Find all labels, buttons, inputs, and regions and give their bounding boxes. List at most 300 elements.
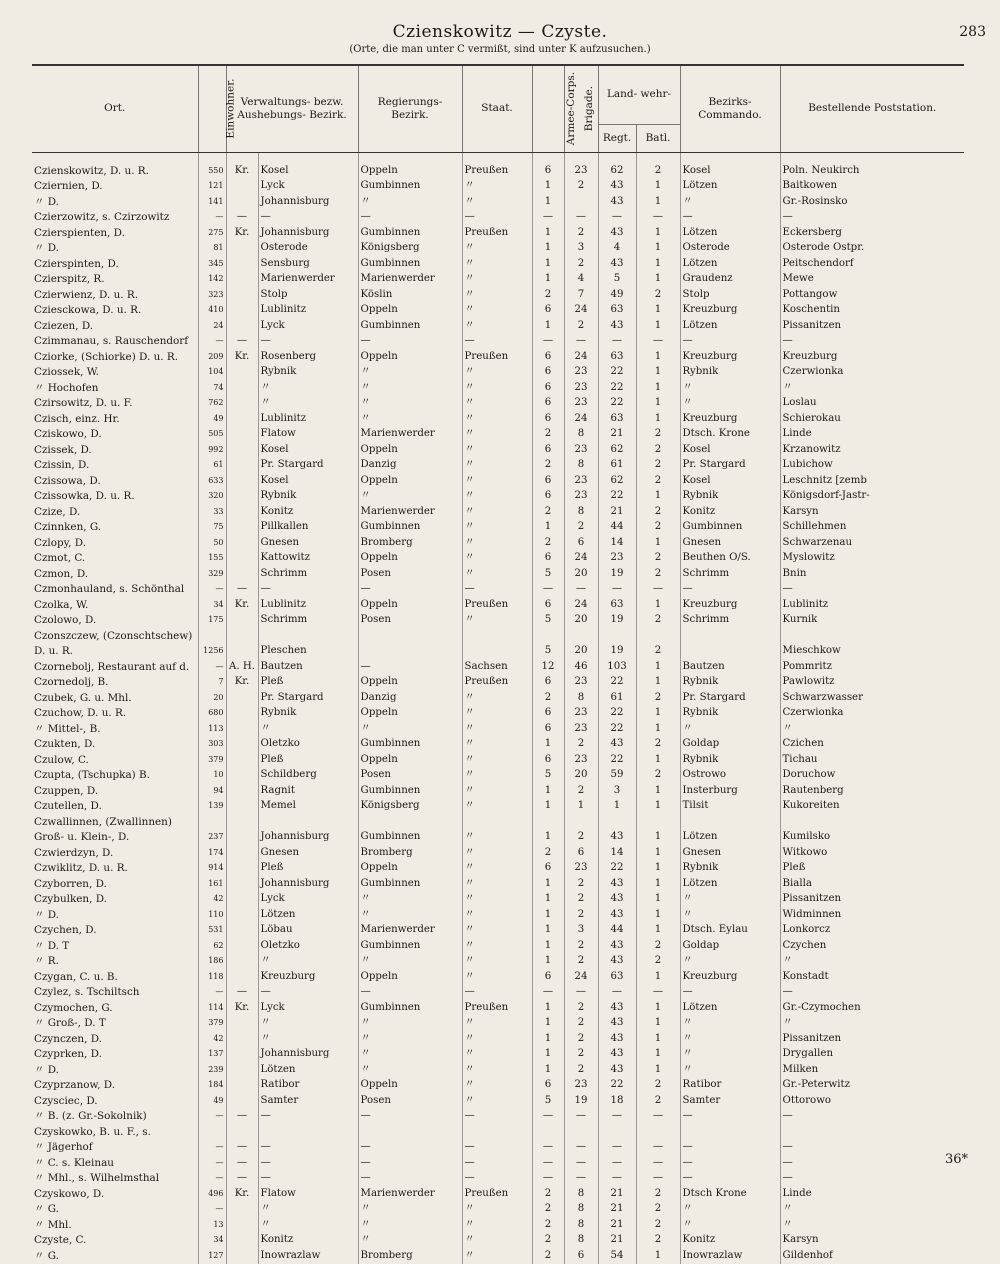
cell-regt: —: [598, 210, 636, 226]
cell-regierung: Königsberg: [358, 799, 462, 815]
cell-brigade: 2: [564, 256, 598, 272]
cell-einwohner: 550: [198, 153, 226, 179]
cell-bezirks-commando: Tilsit: [680, 799, 780, 815]
cell-einwohner: —: [198, 582, 226, 598]
cell-ort: Czuppen, D.: [34, 784, 99, 797]
cell-brigade: 2: [564, 1062, 598, 1078]
cell-bezirks-commando: Rybnik: [680, 861, 780, 877]
cell-bezirks-commando: Pr. Stargard: [680, 690, 780, 706]
cell-armee-corps: 2: [532, 1202, 564, 1218]
cell-regierung: Gumbinnen: [358, 256, 462, 272]
cell-batl: —: [636, 334, 680, 350]
cell-regt: 61: [598, 690, 636, 706]
cell-einwohner: 633: [198, 473, 226, 489]
table-row: [32, 520, 964, 536]
cell-regierung: Oppeln: [358, 303, 462, 319]
cell-regt: 19: [598, 566, 636, 582]
cell-kr: [226, 365, 258, 381]
cell-ort: Czybulken, D.: [34, 893, 107, 906]
cell-armee-corps: 6: [532, 752, 564, 768]
table-row: [32, 1217, 964, 1233]
cell-verwaltung: Gnesen: [258, 535, 358, 551]
cell-ort: 〃 Hochofen: [34, 381, 99, 394]
cell-batl: 2: [636, 442, 680, 458]
cell-batl: 1: [636, 1047, 680, 1063]
cell-kr: [226, 1248, 258, 1264]
cell-kr: [226, 1062, 258, 1078]
cell-poststation: Milken: [780, 1062, 964, 1078]
cell-staat: 〃: [462, 241, 532, 257]
cell-ort: Czwierdzyn, D.: [34, 846, 114, 859]
cell-regierung: Oppeln: [358, 442, 462, 458]
cell-armee-corps: 1: [532, 938, 564, 954]
cell-staat: 〃: [462, 907, 532, 923]
cell-kr: [226, 923, 258, 939]
cell-einwohner: 323: [198, 287, 226, 303]
cell-kr: [226, 1047, 258, 1063]
table-row: [32, 1109, 964, 1125]
cell-verwaltung: Flatow: [258, 427, 358, 443]
cell-armee-corps: 1: [532, 737, 564, 753]
table-row: [32, 210, 964, 226]
cell-poststation: Drygallen: [780, 1047, 964, 1063]
cell-ort: Czize, D.: [34, 505, 81, 518]
cell-batl: 2: [636, 938, 680, 954]
cell-regierung: Posen: [358, 768, 462, 784]
cell-armee-corps: 6: [532, 1078, 564, 1094]
cell-bezirks-commando: 〃: [680, 721, 780, 737]
cell-kr: A. H.: [226, 659, 258, 675]
cell-einwohner: 174: [198, 845, 226, 861]
cell-poststation: Kreuzburg: [780, 349, 964, 365]
cell-kr: [226, 241, 258, 257]
table-row: [32, 737, 964, 753]
cell-verwaltung: Kosel: [258, 153, 358, 179]
table-row: [32, 411, 964, 427]
cell-staat: 〃: [462, 318, 532, 334]
cell-poststation: Gr.-Peterwitz: [780, 1078, 964, 1094]
cell-verwaltung: Pillkallen: [258, 520, 358, 536]
cell-einwohner: 94: [198, 783, 226, 799]
cell-brigade: 23: [564, 675, 598, 691]
page-number: 283: [959, 24, 986, 40]
cell-staat: 〃: [462, 737, 532, 753]
cell-ort: Czisch, einz. Hr.: [34, 412, 120, 425]
cell-kr: [226, 644, 258, 660]
page-title: Czienskowitz — Czyste.: [392, 22, 608, 42]
cell-staat: 〃: [462, 256, 532, 272]
cell-verwaltung: Pleschen: [258, 644, 358, 660]
cell-bezirks-commando: Beuthen O/S.: [680, 551, 780, 567]
cell-armee-corps: 2: [532, 427, 564, 443]
cell-kr: [226, 318, 258, 334]
cell-regt: 49: [598, 287, 636, 303]
cell-bezirks-commando: Osterode: [680, 241, 780, 257]
cell-staat: 〃: [462, 876, 532, 892]
cell-einwohner: —: [198, 985, 226, 1001]
cell-staat: 〃: [462, 1047, 532, 1063]
cell-regierung: Oppeln: [358, 706, 462, 722]
cell-brigade: 3: [564, 241, 598, 257]
cell-staat: 〃: [462, 892, 532, 908]
table-row: [32, 1248, 964, 1264]
table-row: [32, 241, 964, 257]
cell-kr: [226, 830, 258, 846]
cell-bezirks-commando: Kosel: [680, 153, 780, 179]
cell-einwohner: 139: [198, 799, 226, 815]
cell-einwohner: 992: [198, 442, 226, 458]
cell-verwaltung: Lublinitz: [258, 303, 358, 319]
cell-armee-corps: 1: [532, 1000, 564, 1016]
col-poststation: Bestellende Poststation.: [780, 65, 964, 153]
cell-regt: 54: [598, 1248, 636, 1264]
cell-brigade: 8: [564, 1202, 598, 1218]
page-subtitle: (Orte, die man unter C vermißt, sind unter K aufzusuchen.): [349, 44, 651, 55]
cell-staat: 〃: [462, 830, 532, 846]
cell-regierung: Oppeln: [358, 349, 462, 365]
cell-kr: [226, 737, 258, 753]
cell-kr: [226, 473, 258, 489]
cell-verwaltung: Schildberg: [258, 768, 358, 784]
cell-verwaltung: —: [258, 582, 358, 598]
cell-regt: 43: [598, 1047, 636, 1063]
cell-poststation: 〃: [780, 1202, 964, 1218]
cell-einwohner: 20: [198, 690, 226, 706]
cell-kr: [226, 845, 258, 861]
cell-batl: —: [636, 1171, 680, 1187]
cell-batl: [636, 628, 680, 644]
cell-poststation: Karsyn: [780, 504, 964, 520]
cell-staat: [462, 644, 532, 660]
cell-regt: 5: [598, 272, 636, 288]
cell-brigade: 23: [564, 752, 598, 768]
cell-einwohner: 49: [198, 411, 226, 427]
cell-kr: [226, 752, 258, 768]
cell-ort: Czwallinnen, (Zwallinnen): [34, 815, 172, 828]
cell-regierung: Danzig: [358, 458, 462, 474]
cell-armee-corps: 1: [532, 179, 564, 195]
cell-ort: 〃 Jägerhof: [34, 1141, 93, 1154]
cell-poststation: Pottangow: [780, 287, 964, 303]
cell-ort: Czyprken, D.: [34, 1048, 102, 1061]
cell-staat: 〃: [462, 613, 532, 629]
cell-armee-corps: 5: [532, 613, 564, 629]
cell-ort: Cziernien, D.: [34, 180, 103, 193]
table-row: [32, 768, 964, 784]
cell-regierung: Oppeln: [358, 597, 462, 613]
cell-regierung: Köslin: [358, 287, 462, 303]
cell-armee-corps: 1: [532, 225, 564, 241]
cell-regt: [598, 628, 636, 644]
cell-ort: 〃 Mittel-, B.: [34, 722, 101, 735]
cell-poststation: Pissanitzen: [780, 892, 964, 908]
cell-bezirks-commando: Ratibor: [680, 1078, 780, 1094]
cell-bezirks-commando: —: [680, 334, 780, 350]
cell-bezirks-commando: 〃: [680, 907, 780, 923]
cell-batl: —: [636, 1109, 680, 1125]
cell-armee-corps: 1: [532, 783, 564, 799]
cell-verwaltung: Johannisburg: [258, 225, 358, 241]
cell-ort: Czirsowitz, D. u. F.: [34, 397, 133, 410]
cell-verwaltung: Rybnik: [258, 489, 358, 505]
cell-staat: 〃: [462, 768, 532, 784]
cell-ort: 〃 C. s. Kleinau: [34, 1156, 114, 1169]
cell-staat: 〃: [462, 489, 532, 505]
cell-brigade: 8: [564, 458, 598, 474]
cell-kr: [226, 861, 258, 877]
cell-bezirks-commando: Schrimm: [680, 613, 780, 629]
cell-batl: —: [636, 1140, 680, 1156]
cell-brigade: 24: [564, 303, 598, 319]
cell-regt: 22: [598, 396, 636, 412]
cell-einwohner: 121: [198, 179, 226, 195]
table-row: [32, 613, 964, 629]
cell-regt: —: [598, 582, 636, 598]
cell-regt: 43: [598, 938, 636, 954]
col-brigade: Brigade.: [564, 65, 598, 153]
cell-verwaltung: 〃: [258, 1217, 358, 1233]
cell-bezirks-commando: —: [680, 582, 780, 598]
cell-armee-corps: 2: [532, 1217, 564, 1233]
cell-einwohner: 34: [198, 597, 226, 613]
cell-kr: [226, 628, 258, 644]
cell-regt: 23: [598, 551, 636, 567]
cell-einwohner: 239: [198, 1062, 226, 1078]
cell-staat: —: [462, 1171, 532, 1187]
table-row: [32, 597, 964, 613]
cell-einwohner: 505: [198, 427, 226, 443]
cell-ort: Czierzowitz, s. Czirzowitz: [34, 211, 170, 224]
cell-staat: 〃: [462, 1078, 532, 1094]
cell-staat: 〃: [462, 1217, 532, 1233]
cell-einwohner: 10: [198, 768, 226, 784]
table-row: [32, 194, 964, 210]
cell-bezirks-commando: [680, 814, 780, 830]
cell-kr: [226, 1202, 258, 1218]
cell-einwohner: 1256: [198, 644, 226, 660]
cell-batl: 1: [636, 892, 680, 908]
table-row: [32, 179, 964, 195]
cell-regt: 43: [598, 892, 636, 908]
cell-bezirks-commando: Gumbinnen: [680, 520, 780, 536]
cell-kr: [226, 427, 258, 443]
cell-brigade: 23: [564, 706, 598, 722]
cell-regierung: 〃: [358, 396, 462, 412]
cell-bezirks-commando: [680, 628, 780, 644]
cell-kr: Kr.: [226, 1186, 258, 1202]
cell-poststation: Gr.-Czymochen: [780, 1000, 964, 1016]
cell-ort: 〃 D. T: [34, 939, 70, 952]
cell-staat: 〃: [462, 520, 532, 536]
cell-verwaltung: 〃: [258, 380, 358, 396]
cell-poststation: Kumilsko: [780, 830, 964, 846]
cell-poststation: Czerwionka: [780, 706, 964, 722]
cell-armee-corps: 6: [532, 597, 564, 613]
cell-batl: 2: [636, 287, 680, 303]
cell-einwohner: 303: [198, 737, 226, 753]
cell-regierung: 〃: [358, 194, 462, 210]
cell-regt: 21: [598, 1202, 636, 1218]
cell-staat: 〃: [462, 1202, 532, 1218]
cell-verwaltung: [258, 1124, 358, 1140]
cell-batl: 2: [636, 737, 680, 753]
cell-einwohner: —: [198, 210, 226, 226]
cell-regt: 43: [598, 954, 636, 970]
col-landwehr: Land- wehr- Regt. Batl.: [598, 65, 680, 153]
cell-bezirks-commando: Rybnik: [680, 706, 780, 722]
cell-verwaltung: 〃: [258, 954, 358, 970]
cell-einwohner: 209: [198, 349, 226, 365]
cell-verwaltung: Marienwerder: [258, 272, 358, 288]
cell-brigade: 20: [564, 566, 598, 582]
cell-poststation: Witkowo: [780, 845, 964, 861]
cell-regt: —: [598, 1171, 636, 1187]
col-staat: Staat.: [462, 65, 532, 153]
cell-regierung: 〃: [358, 380, 462, 396]
cell-batl: 1: [636, 489, 680, 505]
cell-batl: —: [636, 1155, 680, 1171]
cell-verwaltung: 〃: [258, 721, 358, 737]
cell-regt: 63: [598, 349, 636, 365]
cell-brigade: 2: [564, 318, 598, 334]
cell-einwohner: 329: [198, 566, 226, 582]
cell-brigade: 6: [564, 1248, 598, 1264]
cell-armee-corps: 12: [532, 659, 564, 675]
cell-bezirks-commando: Dtsch Krone: [680, 1186, 780, 1202]
cell-poststation: Lubichow: [780, 458, 964, 474]
cell-einwohner: [198, 814, 226, 830]
cell-regt: 43: [598, 225, 636, 241]
cell-ort: Czierspitz, R.: [34, 273, 105, 286]
cell-bezirks-commando: —: [680, 210, 780, 226]
cell-regierung: —: [358, 582, 462, 598]
table-row: [32, 1124, 964, 1140]
cell-brigade: —: [564, 334, 598, 350]
cell-regierung: Gumbinnen: [358, 938, 462, 954]
cell-poststation: Schierokau: [780, 411, 964, 427]
cell-regierung: —: [358, 1171, 462, 1187]
cell-brigade: [564, 814, 598, 830]
cell-ort: 〃 D.: [34, 195, 59, 208]
cell-armee-corps: 6: [532, 861, 564, 877]
cell-ort: Czylez, s. Tschiltsch: [34, 986, 140, 999]
cell-ort: Czyskowko, B. u. F., s.: [34, 1125, 151, 1138]
cell-regierung: [358, 1124, 462, 1140]
cell-batl: [636, 1124, 680, 1140]
cell-bezirks-commando: 〃: [680, 1217, 780, 1233]
cell-einwohner: 275: [198, 225, 226, 241]
table-row: [32, 1062, 964, 1078]
cell-einwohner: 137: [198, 1047, 226, 1063]
cell-verwaltung: Johannisburg: [258, 194, 358, 210]
cell-ort: Groß- u. Klein-, D.: [34, 831, 130, 844]
cell-regt: 43: [598, 1031, 636, 1047]
cell-kr: [226, 969, 258, 985]
cell-staat: [462, 1124, 532, 1140]
table-row: [32, 272, 964, 288]
table-row: [32, 954, 964, 970]
cell-brigade: 23: [564, 153, 598, 179]
cell-staat: Preußen: [462, 597, 532, 613]
cell-staat: 〃: [462, 179, 532, 195]
cell-kr: [226, 876, 258, 892]
cell-einwohner: —: [198, 1109, 226, 1125]
table-row: [32, 628, 964, 644]
cell-armee-corps: —: [532, 210, 564, 226]
cell-regt: 63: [598, 969, 636, 985]
table-row: [32, 799, 964, 815]
cell-regierung: 〃: [358, 1233, 462, 1249]
cell-kr: [226, 411, 258, 427]
cell-verwaltung: [258, 628, 358, 644]
cell-staat: —: [462, 582, 532, 598]
cell-verwaltung: Lötzen: [258, 1062, 358, 1078]
cell-einwohner: 175: [198, 613, 226, 629]
table-row: [32, 721, 964, 737]
cell-batl: 2: [636, 551, 680, 567]
cell-batl: 1: [636, 597, 680, 613]
cell-kr: [226, 1031, 258, 1047]
cell-ort: 〃 D.: [34, 1063, 59, 1076]
cell-staat: 〃: [462, 938, 532, 954]
cell-brigade: 23: [564, 1078, 598, 1094]
cell-armee-corps: [532, 814, 564, 830]
cell-kr: —: [226, 582, 258, 598]
cell-staat: [462, 628, 532, 644]
cell-poststation: Koschentin: [780, 303, 964, 319]
cell-staat: 〃: [462, 799, 532, 815]
cell-staat: 〃: [462, 752, 532, 768]
cell-batl: 1: [636, 969, 680, 985]
cell-verwaltung: Flatow: [258, 1186, 358, 1202]
cell-kr: [226, 954, 258, 970]
cell-regierung: Oppeln: [358, 473, 462, 489]
cell-armee-corps: 1: [532, 830, 564, 846]
cell-regierung: 〃: [358, 1016, 462, 1032]
table-row: [32, 427, 964, 443]
cell-verwaltung: Samter: [258, 1093, 358, 1109]
cell-verwaltung: Johannisburg: [258, 876, 358, 892]
cell-einwohner: —: [198, 1202, 226, 1218]
cell-batl: 1: [636, 659, 680, 675]
cell-brigade: 20: [564, 644, 598, 660]
cell-poststation: Königsdorf-Jastr-: [780, 489, 964, 505]
table-row: [32, 566, 964, 582]
cell-verwaltung: Pleß: [258, 861, 358, 877]
cell-staat: 〃: [462, 458, 532, 474]
cell-regt: 21: [598, 427, 636, 443]
col-regierung: Regierungs- Bezirk.: [358, 65, 462, 153]
cell-brigade: —: [564, 1109, 598, 1125]
cell-bezirks-commando: Konitz: [680, 504, 780, 520]
cell-brigade: 23: [564, 396, 598, 412]
table-row: [32, 644, 964, 660]
cell-brigade: —: [564, 582, 598, 598]
cell-regierung: —: [358, 1109, 462, 1125]
cell-verwaltung: Ragnit: [258, 783, 358, 799]
table-row: [32, 458, 964, 474]
cell-einwohner: 155: [198, 551, 226, 567]
cell-verwaltung: Oletzko: [258, 737, 358, 753]
cell-staat: Preußen: [462, 349, 532, 365]
cell-batl: 1: [636, 1248, 680, 1264]
cell-brigade: 24: [564, 411, 598, 427]
cell-armee-corps: —: [532, 1140, 564, 1156]
cell-brigade: 2: [564, 783, 598, 799]
cell-poststation: Pawlowitz: [780, 675, 964, 691]
cell-bezirks-commando: Lötzen: [680, 876, 780, 892]
cell-batl: 2: [636, 458, 680, 474]
